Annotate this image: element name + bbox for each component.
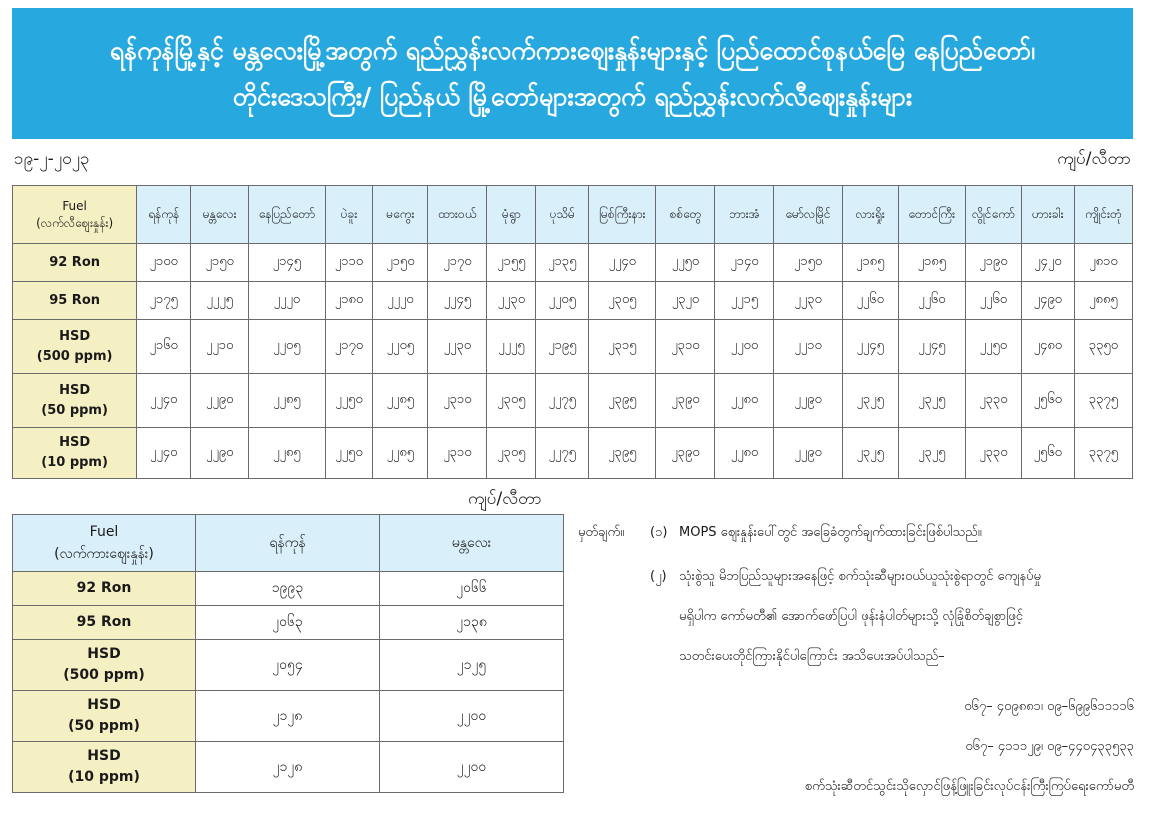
price-cell: ၂၁၅၅ <box>487 244 536 282</box>
price-cell: ၂၂၅၀ <box>325 374 373 428</box>
fuel-type-label: HSD <box>87 697 121 713</box>
date-label: ၁၉-၂-၂၀၂၃ <box>14 149 90 169</box>
price-cell: ၂၂၁၀ <box>191 320 249 374</box>
note-2-line-3: သတင်းပေးတိုင်ကြားနိုင်ပါကြောင်း အသိပေးအပ်ပါသည်– <box>679 649 945 664</box>
price-cell: ၂၃၀၅ <box>487 374 536 428</box>
fuel-grade-label: (50 ppm) <box>68 718 140 734</box>
city-header: စစ်တွေ <box>656 186 715 244</box>
price-cell: ၂၁၅၀ <box>774 244 842 282</box>
price-cell: ၂၂၀၀ <box>715 320 774 374</box>
city-header: ပဲခူး <box>325 186 373 244</box>
fuel-type-cell <box>13 244 137 282</box>
price-cell: ၂၂၄၅ <box>842 320 898 374</box>
price-cell: ၂၂၈၅ <box>249 374 325 428</box>
price-cell: ၂၁၂၈ <box>196 742 380 793</box>
city-header: ကျိုင်းတုံ <box>1074 186 1132 244</box>
price-cell: ၂၁၀၀ <box>137 244 191 282</box>
price-cell: ၂၀၆၆ <box>380 572 564 606</box>
fuel-row <box>13 742 564 793</box>
city-header: မြစ်ကြီးနား <box>589 186 656 244</box>
fuel-row <box>13 244 1133 282</box>
price-cell: ၂၂၇၅ <box>536 374 589 428</box>
price-cell: ၂၁၄၀ <box>715 244 774 282</box>
price-cell: ၂၂၃၀ <box>428 320 487 374</box>
fuel-row <box>13 640 564 691</box>
price-cell: ၂၂၄၀ <box>589 244 656 282</box>
fuel-type-label: 95 Ron <box>76 614 132 630</box>
fuel-type-label: HSD <box>87 646 121 662</box>
fuel-type-label: HSD <box>59 382 91 398</box>
price-cell: ၂၃၂၀ <box>656 282 715 320</box>
wholesale-corner-cell <box>13 515 196 572</box>
price-cell: ၂၂၆၀ <box>898 282 965 320</box>
fuel-type-cell <box>13 374 137 428</box>
corner-price-type-label: (လက်လီဈေးနှုန်း) <box>36 215 114 230</box>
city-header: မန္တလေး <box>380 515 564 572</box>
phone-numbers-2: ၀၆၇– ၄၁၁၁၂၉၊ ၀၉–၄၄၀၄၃၃၅၃၃ <box>965 739 1134 754</box>
price-cell: ၂၈၁၀ <box>1074 244 1132 282</box>
price-cell: ၂၄၉၀ <box>1021 282 1074 320</box>
retail-corner-cell <box>13 186 137 244</box>
fuel-type-label: HSD <box>87 748 121 764</box>
city-header: မုံရွာ <box>487 186 536 244</box>
price-cell: ၂၂၈၀ <box>715 428 774 479</box>
city-header: ဟားခါး <box>1021 186 1074 244</box>
fuel-type-cell <box>13 282 137 320</box>
price-cell: ၂၁၂၅ <box>380 640 564 691</box>
price-cell: ၂၃၁၀ <box>656 320 715 374</box>
fuel-grade-label: (500 ppm) <box>63 667 145 683</box>
city-header: ဘားအံ <box>715 186 774 244</box>
fuel-type-label: HSD <box>59 435 91 450</box>
price-cell: ၂၂၁၀ <box>774 320 842 374</box>
corner-fuel-label: Fuel <box>89 524 119 540</box>
price-cell: ၂၃၂၅ <box>898 374 965 428</box>
city-header: လွိုင်ကော် <box>965 186 1021 244</box>
price-cell: ၂၁၈၅ <box>842 244 898 282</box>
note-1-text: MOPS ဈေးနှုန်းပေါ်တွင် အခြေခံတွက်ချက်ထားခြင်းဖြစ်ပါသည်။ <box>679 525 982 540</box>
city-header: မကွေး <box>373 186 428 244</box>
price-cell: ၃၃၇၅ <box>1074 374 1132 428</box>
wholesale-unit-label: ကျပ်/လီတာ <box>468 489 542 509</box>
price-cell: ၂၁၃၈ <box>380 606 564 640</box>
price-cell: ၂၂၀၀ <box>380 691 564 742</box>
fuel-row <box>13 572 564 606</box>
price-cell: ၂၃၃၀ <box>965 374 1021 428</box>
price-cell: ၂၂၄၅ <box>898 320 965 374</box>
fuel-type-cell <box>13 742 196 793</box>
fuel-type-cell <box>13 428 137 479</box>
price-cell: ၂၂၁၅ <box>715 282 774 320</box>
fuel-type-cell <box>13 691 196 742</box>
price-cell: ၂၃၉၀ <box>656 428 715 479</box>
title-line-2: တိုင်းဒေသကြီး/ ပြည်နယ် မြို့တော်များအတွက် ရည်ညွှန်းလက်လီဈေးနှုန်းများ <box>232 81 913 111</box>
committee-name: စက်သုံးဆီတင်သွင်းသိုလှောင်ဖြန့်ဖြူးခြင်းလုပ်ငန်းကြီးကြပ်ရေးကော်မတီ <box>804 779 1134 794</box>
price-cell: ၂၃၂၅ <box>898 428 965 479</box>
price-cell: ၂၃၀၅ <box>487 428 536 479</box>
fuel-type-label: HSD <box>59 328 91 344</box>
fuel-row <box>13 606 564 640</box>
price-cell: ၂၁၇၅ <box>137 282 191 320</box>
price-cell: ၂၃၉၅ <box>589 374 656 428</box>
title-line-1: ရန်ကုန်မြို့နှင့် မန္တလေးမြို့အတွက် ရည်ညွှန်းလက်ကားဈေးနှုန်းများနှင့် ပြည်ထောင်စုနယ်မြေ နေပြည်တော်၊ <box>109 35 1036 65</box>
price-cell: ၂၂၉၀ <box>191 428 249 479</box>
price-cell: ၂၂၂၀ <box>249 282 325 320</box>
fuel-type-cell <box>13 640 196 691</box>
price-cell: ၂၃၁၅ <box>589 320 656 374</box>
fuel-row <box>13 282 1133 320</box>
fuel-type-cell <box>13 320 137 374</box>
title-banner <box>12 8 1133 139</box>
price-cell: ၂၃၁၀ <box>428 374 487 428</box>
price-cell: ၂၂၉၀ <box>774 374 842 428</box>
price-cell: ၂၃၉၀ <box>656 374 715 428</box>
fuel-grade-label: (50 ppm) <box>41 402 108 418</box>
price-cell: ၂၀၆၃ <box>196 606 380 640</box>
city-header: ရန်ကုန် <box>137 186 191 244</box>
fuel-type-label: 92 Ron <box>76 580 132 596</box>
fuel-type-label: 92 Ron <box>49 254 101 270</box>
price-cell: ၂၁၇၀ <box>325 320 373 374</box>
price-cell: ၂၂၂၅ <box>191 282 249 320</box>
city-header: လားရှိုး <box>842 186 898 244</box>
city-header: ထားဝယ် <box>428 186 487 244</box>
price-cell: ၂၄၈၀ <box>1021 320 1074 374</box>
price-cell: ၂၃၀၅ <box>589 282 656 320</box>
price-cell: ၂၁၂၈ <box>196 691 380 742</box>
notes-label: မှတ်ချက်။ <box>578 525 625 540</box>
fuel-grade-label: (10 ppm) <box>41 455 108 470</box>
price-cell: ၂၁၅၀ <box>373 244 428 282</box>
price-cell: ၂၃၂၅ <box>842 374 898 428</box>
city-header: ပုသိမ် <box>536 186 589 244</box>
price-cell: ၂၀၅၄ <box>196 640 380 691</box>
city-header: ရန်ကုန် <box>196 515 380 572</box>
price-cell: ၂၁၉၀ <box>965 244 1021 282</box>
price-cell: ၂၂၇၅ <box>536 428 589 479</box>
price-cell: ၂၂၈၅ <box>249 428 325 479</box>
city-header: မော်လမြိုင် <box>774 186 842 244</box>
price-cell: ၂၂၅၀ <box>325 428 373 479</box>
price-cell: ၂၂၀၅ <box>373 320 428 374</box>
fuel-type-label: 95 Ron <box>49 292 101 308</box>
wholesale-header-row <box>13 515 564 572</box>
price-cell: ၂၂၄၅ <box>428 282 487 320</box>
note-2-number: (၂) <box>650 569 667 584</box>
note-2-line-1: သုံးစွဲသူ မိဘပြည်သူများအနေဖြင့် စက်သုံးဆီများဝယ်ယူသုံးစွဲရာတွင် ကျေနပ်မှု <box>679 569 1041 584</box>
price-cell: ၂၂၃၀ <box>487 282 536 320</box>
price-cell: ၂၁၈၅ <box>898 244 965 282</box>
fuel-row <box>13 428 1133 479</box>
price-cell: ၂၂၅၀ <box>965 320 1021 374</box>
price-cell: ၂၅၆၀ <box>1021 374 1074 428</box>
phone-numbers-1: ၀၆၇– ၄၀၉၈၈၁၊ ၀၉–၆၉၉၆၁၁၁၁၆ <box>964 699 1134 714</box>
price-cell: ၂၁၇၀ <box>428 244 487 282</box>
city-header: နေပြည်တော် <box>249 186 325 244</box>
city-header: တောင်ကြီး <box>898 186 965 244</box>
price-cell: ၂၃၂၅ <box>842 428 898 479</box>
price-cell: ၂၁၈၀ <box>325 282 373 320</box>
price-cell: ၂၂၂၅ <box>487 320 536 374</box>
price-cell: ၂၁၃၅ <box>536 244 589 282</box>
wholesale-price-table <box>12 514 564 793</box>
price-cell: ၂၈၈၅ <box>1074 282 1132 320</box>
price-cell: ၂၂၂၀ <box>373 282 428 320</box>
price-cell: ၃၃၅၀ <box>1074 320 1132 374</box>
note-2-line-2: မရှိပါက ကော်မတီ၏ အောက်ဖော်ပြပါ ဖုန်းနံပါတ်များသို့ လုံခြုံစိတ်ချစွာဖြင့် <box>679 609 1023 624</box>
price-cell: ၁၉၉၃ <box>196 572 380 606</box>
fuel-row <box>13 320 1133 374</box>
price-cell: ၂၂၀၅ <box>249 320 325 374</box>
fuel-type-cell <box>13 606 196 640</box>
price-cell: ၂၂၀၀ <box>380 742 564 793</box>
price-cell: ၂၁၅၀ <box>191 244 249 282</box>
price-cell: ၂၁၄၅ <box>249 244 325 282</box>
price-cell: ၂၂၉၀ <box>774 428 842 479</box>
price-cell: ၂၂၄၀ <box>137 428 191 479</box>
price-cell: ၂၂၄၀ <box>137 374 191 428</box>
retail-unit-label: ကျပ်/လီတာ <box>1057 149 1131 169</box>
retail-price-table <box>12 185 1133 479</box>
price-cell: ၂၄၂၀ <box>1021 244 1074 282</box>
price-cell: ၂၂၈၀ <box>715 374 774 428</box>
fuel-grade-label: (500 ppm) <box>36 348 113 364</box>
city-header: မန္တလေး <box>191 186 249 244</box>
retail-header-row <box>13 186 1133 244</box>
price-cell: ၂၁၉၅ <box>536 320 589 374</box>
corner-price-type-label: (လက်ကားဈေးနှုန်း) <box>54 546 154 562</box>
price-cell: ၃၃၇၅ <box>1074 428 1132 479</box>
note-1-number: (၁) <box>650 525 668 540</box>
price-cell: ၂၂၅၀ <box>656 244 715 282</box>
fuel-grade-label: (10 ppm) <box>68 769 140 785</box>
price-cell: ၂၂၉၀ <box>191 374 249 428</box>
price-cell: ၂၁၆၀ <box>137 320 191 374</box>
price-cell: ၂၂၈၅ <box>373 374 428 428</box>
price-cell: ၂၅၆၀ <box>1021 428 1074 479</box>
price-cell: ၂၃၁၀ <box>428 428 487 479</box>
price-cell: ၂၂၆၀ <box>842 282 898 320</box>
price-cell: ၂၂၈၅ <box>373 428 428 479</box>
price-cell: ၂၃၃၀ <box>965 428 1021 479</box>
price-cell: ၂၁၁၀ <box>325 244 373 282</box>
price-cell: ၂၂၃၀ <box>774 282 842 320</box>
price-cell: ၂၂၀၅ <box>536 282 589 320</box>
fuel-type-cell <box>13 572 196 606</box>
corner-fuel-label: Fuel <box>62 198 87 213</box>
fuel-row <box>13 691 564 742</box>
fuel-row <box>13 374 1133 428</box>
price-cell: ၂၃၉၅ <box>589 428 656 479</box>
price-cell: ၂၂၆၀ <box>965 282 1021 320</box>
